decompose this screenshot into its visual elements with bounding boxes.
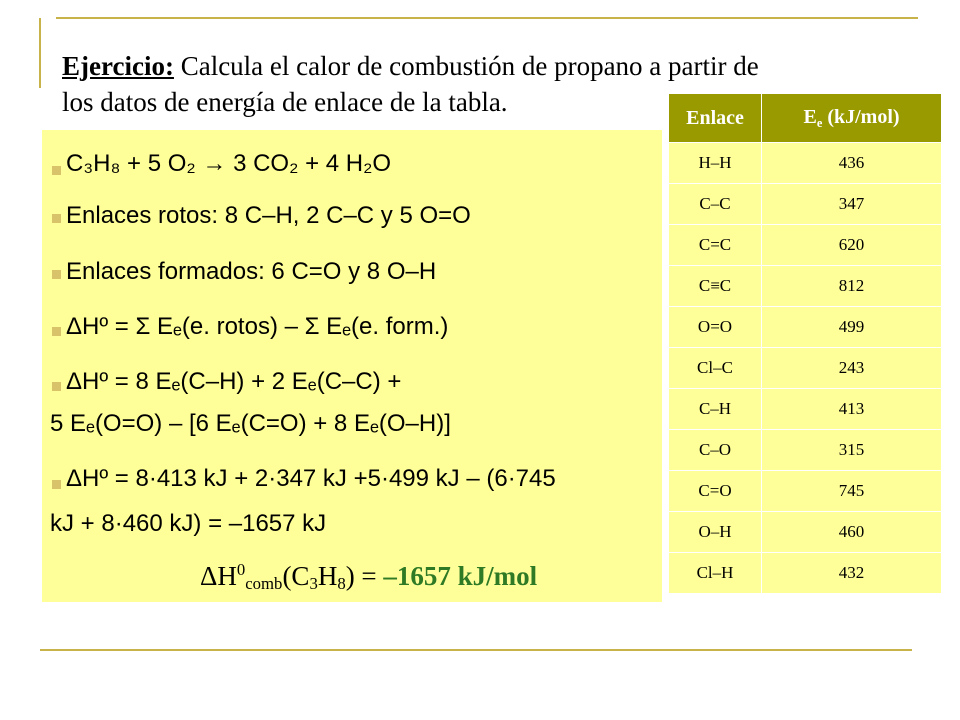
energy-cell: 347 xyxy=(762,184,942,225)
bottom-divider xyxy=(40,649,912,651)
table-row xyxy=(669,266,942,307)
table-row xyxy=(669,348,942,389)
exercise-text-line2: los datos de energía de enlace de la tabla. xyxy=(62,87,508,117)
table-header-row xyxy=(669,94,942,143)
bullet-icon xyxy=(52,327,61,336)
bond-cell: C–C xyxy=(669,184,762,225)
bond-cell: C–O xyxy=(669,430,762,471)
table-row xyxy=(669,225,942,266)
table-row xyxy=(669,389,942,430)
bond-cell: C–H xyxy=(669,389,762,430)
reaction-line: C₃H₈ + 5 O₂ → 3 CO₂ + 4 H₂O xyxy=(66,150,392,177)
bond-cell: Cl–C xyxy=(669,348,762,389)
energy-cell: 413 xyxy=(762,389,942,430)
header-enlace: Enlace xyxy=(669,94,762,143)
bullet-icon xyxy=(52,382,61,391)
bond-cell: C≡C xyxy=(669,266,762,307)
bond-cell: C=C xyxy=(669,225,762,266)
table-row xyxy=(669,307,942,348)
bond-cell: Cl–H xyxy=(669,553,762,594)
calculation-line-1: ΔHº = 8·413 kJ + 2·347 kJ +5·499 kJ – (6·745 xyxy=(66,465,556,492)
left-divider xyxy=(39,18,41,88)
table-row xyxy=(669,512,942,553)
table-row xyxy=(669,143,942,184)
bond-cell: H–H xyxy=(669,143,762,184)
bond-cell: O–H xyxy=(669,512,762,553)
exercise-text-line1: Calcula el calor de combustión de propano a partir de xyxy=(180,51,759,81)
bullet-icon xyxy=(52,166,61,175)
result-value: –1657 kJ/mol xyxy=(383,561,538,591)
bond-cell: O=O xyxy=(669,307,762,348)
combustion-result: $\Delta H^0_{comb}(C_3H_8) = -1657$ kJ/mol xyxy=(200,560,538,593)
energy-cell: 460 xyxy=(762,512,942,553)
bullet-icon xyxy=(52,214,61,223)
table-row xyxy=(669,184,942,225)
header-energy: $E_e$ (kJ/mol) xyxy=(762,94,942,143)
energy-cell: 812 xyxy=(762,266,942,307)
energy-cell: 315 xyxy=(762,430,942,471)
broken-bonds-line: Enlaces rotos: 8 C–H, 2 C–C y 5 O=O xyxy=(66,202,471,229)
substitution-line-1: ΔHº = 8 Eₑ(C–H) + 2 Eₑ(C–C) + xyxy=(66,368,402,395)
table-row xyxy=(669,471,942,512)
table-row xyxy=(669,553,942,594)
calculation-line-2: kJ + 8·460 kJ) = –1657 kJ xyxy=(50,510,327,537)
energy-cell: 499 xyxy=(762,307,942,348)
energy-cell: 243 xyxy=(762,348,942,389)
enthalpy-formula-line: ΔHº = Σ Eₑ(e. rotos) – Σ Eₑ(e. form.) xyxy=(66,313,449,340)
energy-cell: 432 xyxy=(762,553,942,594)
energy-cell: 620 xyxy=(762,225,942,266)
substitution-line-2: 5 Eₑ(O=O) – [6 Eₑ(C=O) + 8 Eₑ(O–H)] xyxy=(50,410,451,437)
bond-cell: C=O xyxy=(669,471,762,512)
bullet-icon xyxy=(52,480,61,489)
bullet-icon xyxy=(52,270,61,279)
table-row xyxy=(669,430,942,471)
top-divider xyxy=(56,17,918,19)
bond-energy-table xyxy=(668,93,942,594)
energy-cell: 436 xyxy=(762,143,942,184)
energy-cell: 745 xyxy=(762,471,942,512)
exercise-label: Ejercicio: xyxy=(62,51,174,81)
formed-bonds-line: Enlaces formados: 6 C=O y 8 O–H xyxy=(66,258,437,285)
